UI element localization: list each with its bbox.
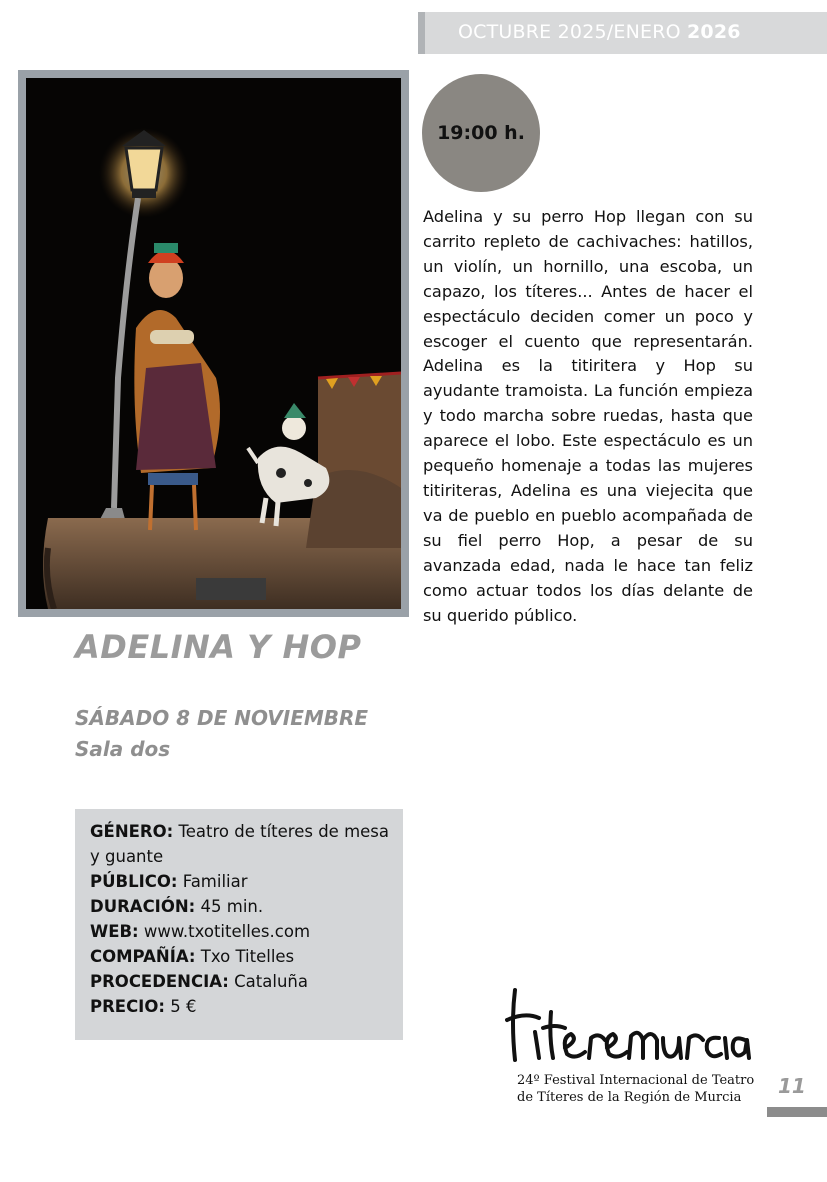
web-link[interactable]: www.txotitelles.com <box>143 922 311 941</box>
event-description: Adelina y su perro Hop llegan con su carrito repleto de cachivaches: hatillos, un violín, un hornillo, una escoba, un capazo, los títeres... Antes de hacer el espectáculo deciden comer un poco y escoger el cuento que representarán. Adelina es la titiritera y Hop su ayudante tramoista. La función empieza y todo marcha sobre ruedas, hasta que aparece el lobo. Este espectáculo es un pequeño homenaje a todas las mujeres titiriteras, Adelina es una viejecita que va de pueblo en pueblo acompañada de su fiel perro Hop, a pesar de su avanzada edad, nada le hace tan feliz como actuar todos los días delante de su querido público. <box>423 207 753 625</box>
page-number-bar <box>767 1107 827 1117</box>
puppet-stage-photo <box>26 78 401 609</box>
event-venue: Sala dos <box>75 737 171 761</box>
info-price: PRECIO: 5 € <box>90 997 197 1016</box>
header-date-range: OCTUBRE 2025/ENERO 2026 <box>458 21 741 43</box>
info-company: COMPAÑÍA: Txo Titelles <box>90 947 295 966</box>
info-box <box>75 809 403 1040</box>
info-duration: DURACIÓN: 45 min. <box>90 897 264 916</box>
festival-name-line1: 24º Festival Internacional de Teatro <box>517 1073 755 1088</box>
photo-frame <box>18 70 409 617</box>
info-web: WEB: www.txotitelles.com <box>90 922 311 941</box>
event-title: ADELINA Y HOP <box>75 628 362 666</box>
event-time-badge: 19:00 h. <box>422 74 540 192</box>
event-date: SÁBADO 8 DE NOVIEMBRE <box>75 706 369 730</box>
info-genre: GÉNERO: Teatro de títeres de mesa y guante <box>90 822 390 866</box>
info-origin: PROCEDENCIA: Cataluña <box>90 972 308 991</box>
festival-logo <box>505 982 755 1110</box>
info-audience: PÚBLICO: Familiar <box>90 872 248 891</box>
festival-name-line2: de Títeres de la Región de Murcia <box>517 1090 742 1105</box>
titeremurcia-script-logo <box>505 982 752 1070</box>
page-number: 11 <box>778 1074 806 1098</box>
